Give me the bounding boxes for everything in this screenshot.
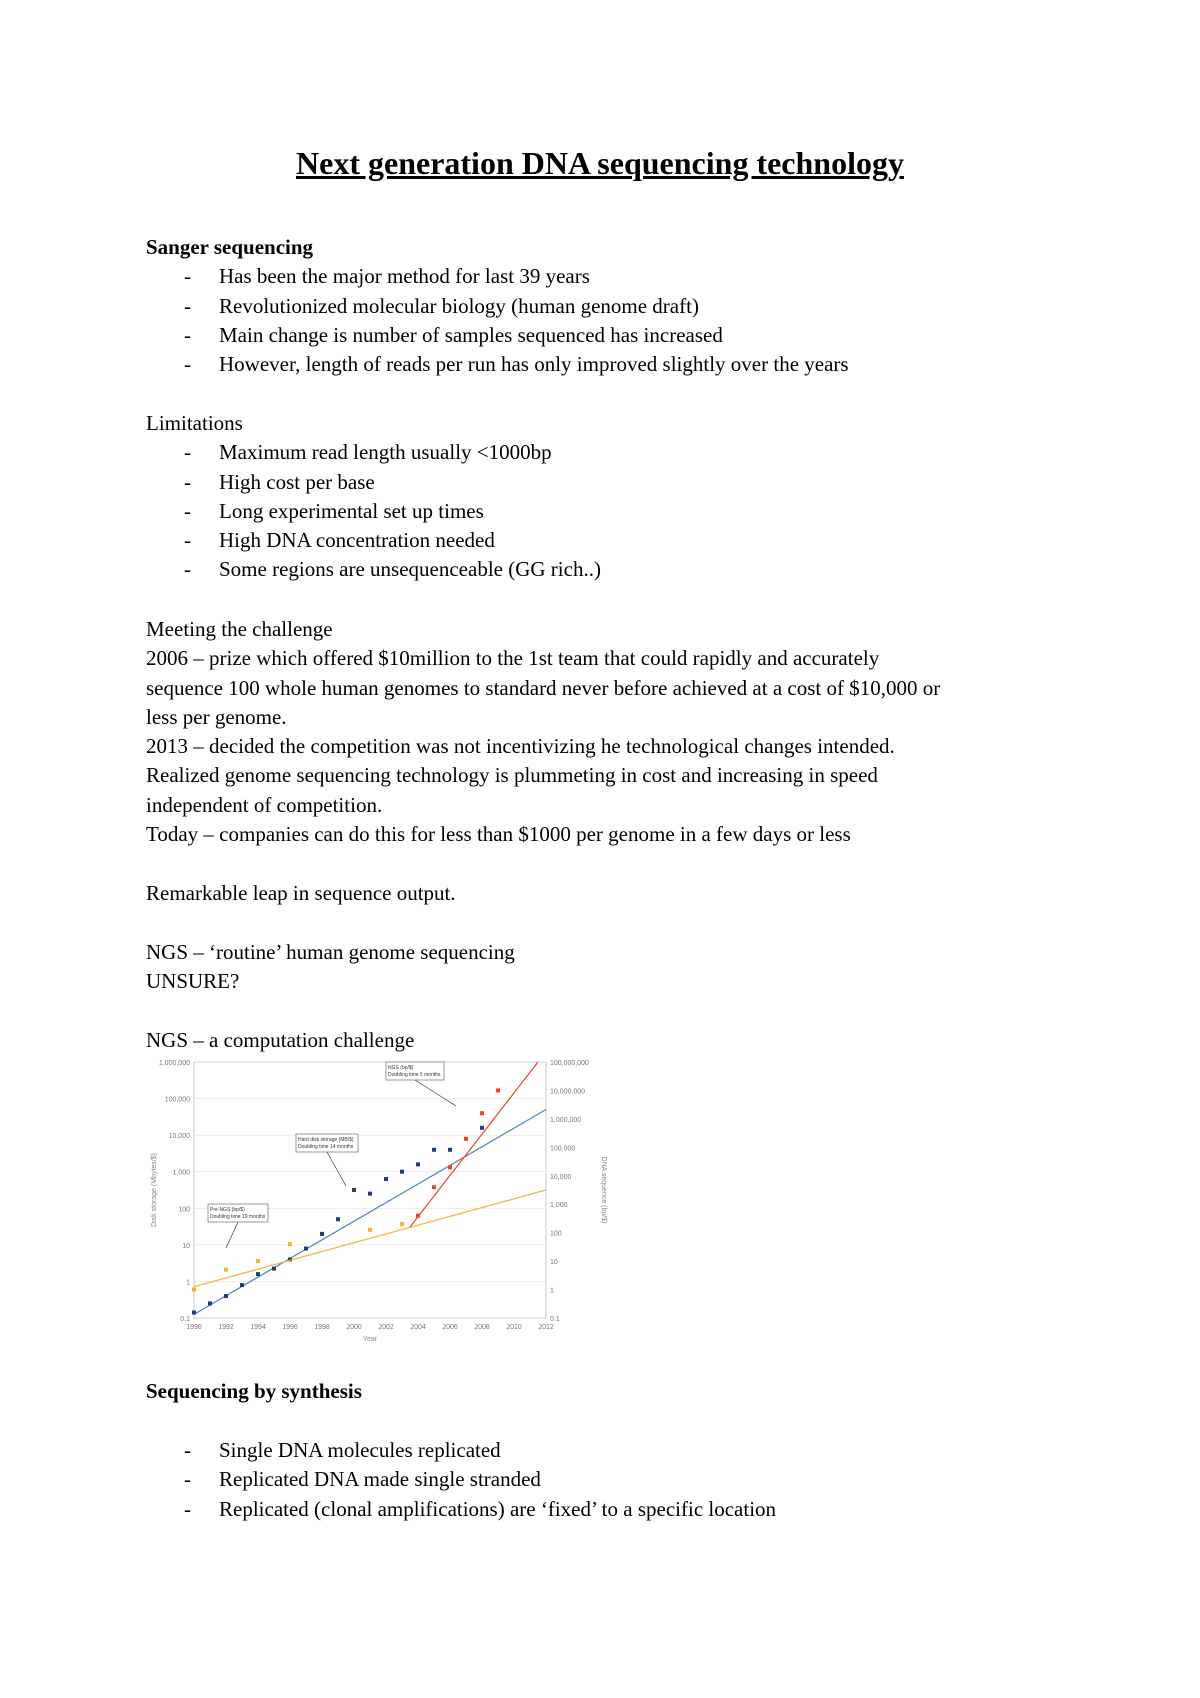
x-tick-label: 1998 <box>314 1324 330 1331</box>
list-item <box>146 321 849 350</box>
paragraph-line: UNSURE? <box>146 969 240 994</box>
data-point <box>416 1162 420 1166</box>
x-tick-label: 1992 <box>218 1324 234 1331</box>
data-point <box>384 1177 388 1181</box>
annotation-text: Doubling time 14 months <box>298 1144 354 1150</box>
left-tick-label: 1,000,000 <box>158 1060 190 1067</box>
list-item-text: Long experimental set up times <box>219 498 484 523</box>
x-tick-label: 2008 <box>474 1324 490 1331</box>
left-tick-label: 1 <box>186 1279 190 1287</box>
x-tick-label: 2006 <box>442 1324 458 1331</box>
section-heading-sanger: Sanger sequencing <box>146 235 314 259</box>
data-point <box>432 1148 436 1152</box>
sanger-bullet-list <box>146 262 849 379</box>
list-item <box>146 555 601 584</box>
data-point <box>256 1272 260 1276</box>
annotation-text: Hard disk storage (MB/$) <box>298 1137 354 1143</box>
paragraph-line: sequence 100 whole human genomes to standard never before achieved at a cost of $10,000 or <box>146 675 941 700</box>
data-point <box>448 1165 452 1169</box>
data-point <box>272 1267 276 1271</box>
x-tick-label: 1996 <box>282 1324 298 1331</box>
ngs-computation-heading: NGS – a computation challenge <box>146 1028 415 1052</box>
list-item-text: Replicated (clonal amplifications) are ‘fixed’ to a specific location <box>219 1496 777 1521</box>
dash-bullet: - <box>184 352 191 377</box>
data-point <box>480 1126 484 1130</box>
right-tick-label: 100,000 <box>550 1145 576 1153</box>
paragraph-line: independent of competition. <box>146 792 383 817</box>
data-point <box>432 1185 436 1189</box>
section-challenge <box>146 615 940 849</box>
list-item <box>146 1495 776 1524</box>
section-sbs-list <box>146 1436 776 1524</box>
right-tick-label: 10,000 <box>550 1173 572 1181</box>
page-title: Next generation DNA sequencing technology <box>296 145 904 181</box>
dash-bullet: - <box>184 557 191 582</box>
list-item-text: Replicated DNA made single stranded <box>219 1467 541 1492</box>
right-tick-label: 10,000,000 <box>550 1088 586 1096</box>
sbs-bullet-list <box>146 1436 776 1524</box>
annotation-text: Pre-NGS (bp/$) <box>210 1207 245 1213</box>
list-item <box>146 497 601 526</box>
dash-bullet: - <box>184 1496 191 1521</box>
list-item-text: High DNA concentration needed <box>219 528 495 553</box>
data-point <box>368 1192 372 1196</box>
dash-bullet: - <box>184 498 191 523</box>
data-point <box>416 1214 420 1218</box>
section-heading-sbs: Sequencing by synthesis <box>146 1379 362 1403</box>
left-tick-label: 100 <box>178 1206 190 1214</box>
data-point <box>224 1294 228 1298</box>
data-point <box>368 1228 372 1232</box>
right-tick-label: 1,000 <box>550 1202 568 1210</box>
section-sbs <box>146 1377 362 1406</box>
data-point <box>304 1247 308 1251</box>
annotation-text: Doubling time 5 months <box>388 1072 441 1078</box>
data-point <box>288 1242 292 1246</box>
paragraph-line: Today – companies can do this for less than $1000 per genome in a few days or less <box>146 822 851 847</box>
data-point <box>240 1283 244 1287</box>
list-item-text: Maximum read length usually <1000bp <box>219 440 552 465</box>
data-point <box>496 1088 500 1092</box>
section-heading-limitations: Limitations <box>146 411 243 435</box>
dash-bullet: - <box>184 293 191 318</box>
list-item <box>146 1436 776 1465</box>
leap-paragraph: Remarkable leap in sequence output. <box>146 881 456 905</box>
x-tick-label: 2012 <box>538 1324 554 1331</box>
data-point <box>400 1170 404 1174</box>
data-point <box>192 1288 196 1292</box>
annotation-text: NGS (bp/$) <box>388 1065 414 1071</box>
list-item <box>146 526 601 555</box>
dash-bullet: - <box>184 322 191 347</box>
right-tick-label: 1 <box>550 1287 554 1295</box>
list-item-text: Some regions are unsequenceable (GG rich..) <box>219 557 601 582</box>
right-tick-label: 1,000,000 <box>550 1116 582 1124</box>
data-point <box>464 1137 468 1141</box>
data-point <box>224 1268 228 1272</box>
left-tick-label: 0.1 <box>180 1316 190 1323</box>
left-tick-label: 10 <box>182 1242 190 1250</box>
storage-vs-sequencing-chart <box>146 1054 611 1344</box>
dash-bullet: - <box>184 1467 191 1492</box>
x-tick-label: 2002 <box>378 1324 394 1331</box>
data-point <box>256 1259 260 1263</box>
list-item <box>146 262 849 291</box>
left-tick-label: 100,000 <box>164 1096 190 1104</box>
list-item <box>146 1465 776 1494</box>
right-tick-label: 100,000,000 <box>550 1060 589 1067</box>
dash-bullet: - <box>184 469 191 494</box>
list-item <box>146 468 601 497</box>
left-tick-label: 10,000 <box>168 1133 190 1141</box>
section-sanger <box>146 233 849 379</box>
section-ngs-routine <box>146 938 515 997</box>
data-point <box>352 1188 356 1192</box>
right-tick-label: 0.1 <box>550 1316 560 1323</box>
list-item-text: Revolutionized molecular biology (human genome draft) <box>219 293 699 318</box>
dash-bullet: - <box>184 440 191 465</box>
chart-svg <box>146 1054 611 1344</box>
left-tick-label: 1,000 <box>172 1169 190 1177</box>
paragraph-line: 2006 – prize which offered $10million to the 1st team that could rapidly and accurately <box>146 646 880 671</box>
data-point <box>448 1148 452 1152</box>
left-axis-label: Disk storage (Mbytes/$) <box>151 1153 158 1227</box>
list-item <box>146 438 601 467</box>
x-tick-label: 1994 <box>250 1324 266 1331</box>
right-tick-label: 100 <box>550 1230 562 1238</box>
list-item <box>146 350 849 379</box>
right-tick-label: 10 <box>550 1259 558 1267</box>
dash-bullet: - <box>184 1438 191 1462</box>
right-axis-label: DNA sequence (bp/$) <box>600 1156 607 1224</box>
dash-bullet: - <box>184 264 191 289</box>
dash-bullet: - <box>184 528 191 553</box>
annotation-text: Doubling time 19 months <box>210 1214 266 1220</box>
x-tick-label: 2004 <box>410 1324 426 1331</box>
limitations-bullet-list <box>146 438 601 584</box>
list-item <box>146 292 849 321</box>
data-point <box>192 1311 196 1315</box>
x-tick-label: 2000 <box>346 1324 362 1331</box>
x-tick-label: 1990 <box>186 1324 202 1331</box>
section-limitations <box>146 409 601 585</box>
data-point <box>208 1301 212 1305</box>
x-axis-label: Year <box>362 1336 378 1343</box>
list-item-text: However, length of reads per run has only improved slightly over the years <box>219 352 849 377</box>
list-item-text: High cost per base <box>219 469 375 494</box>
list-item-text: Single DNA molecules replicated <box>219 1438 501 1462</box>
data-point <box>480 1111 484 1115</box>
plot-area <box>194 1062 546 1318</box>
paragraph-line: NGS – ‘routine’ human genome sequencing <box>146 940 515 964</box>
x-tick-label: 2010 <box>506 1324 522 1331</box>
paragraph-line: 2013 – decided the competition was not incentivizing he technological changes intended. <box>146 734 895 759</box>
paragraph-line: less per genome. <box>146 704 287 729</box>
list-item-text: Has been the major method for last 39 years <box>219 264 590 289</box>
data-point <box>336 1217 340 1221</box>
data-point <box>320 1232 324 1236</box>
data-point <box>400 1222 404 1226</box>
paragraph-line: Realized genome sequencing technology is plummeting in cost and increasing in speed <box>146 763 878 788</box>
list-item-text: Main change is number of samples sequenced has increased <box>219 322 723 347</box>
section-heading-challenge: Meeting the challenge <box>146 617 333 641</box>
